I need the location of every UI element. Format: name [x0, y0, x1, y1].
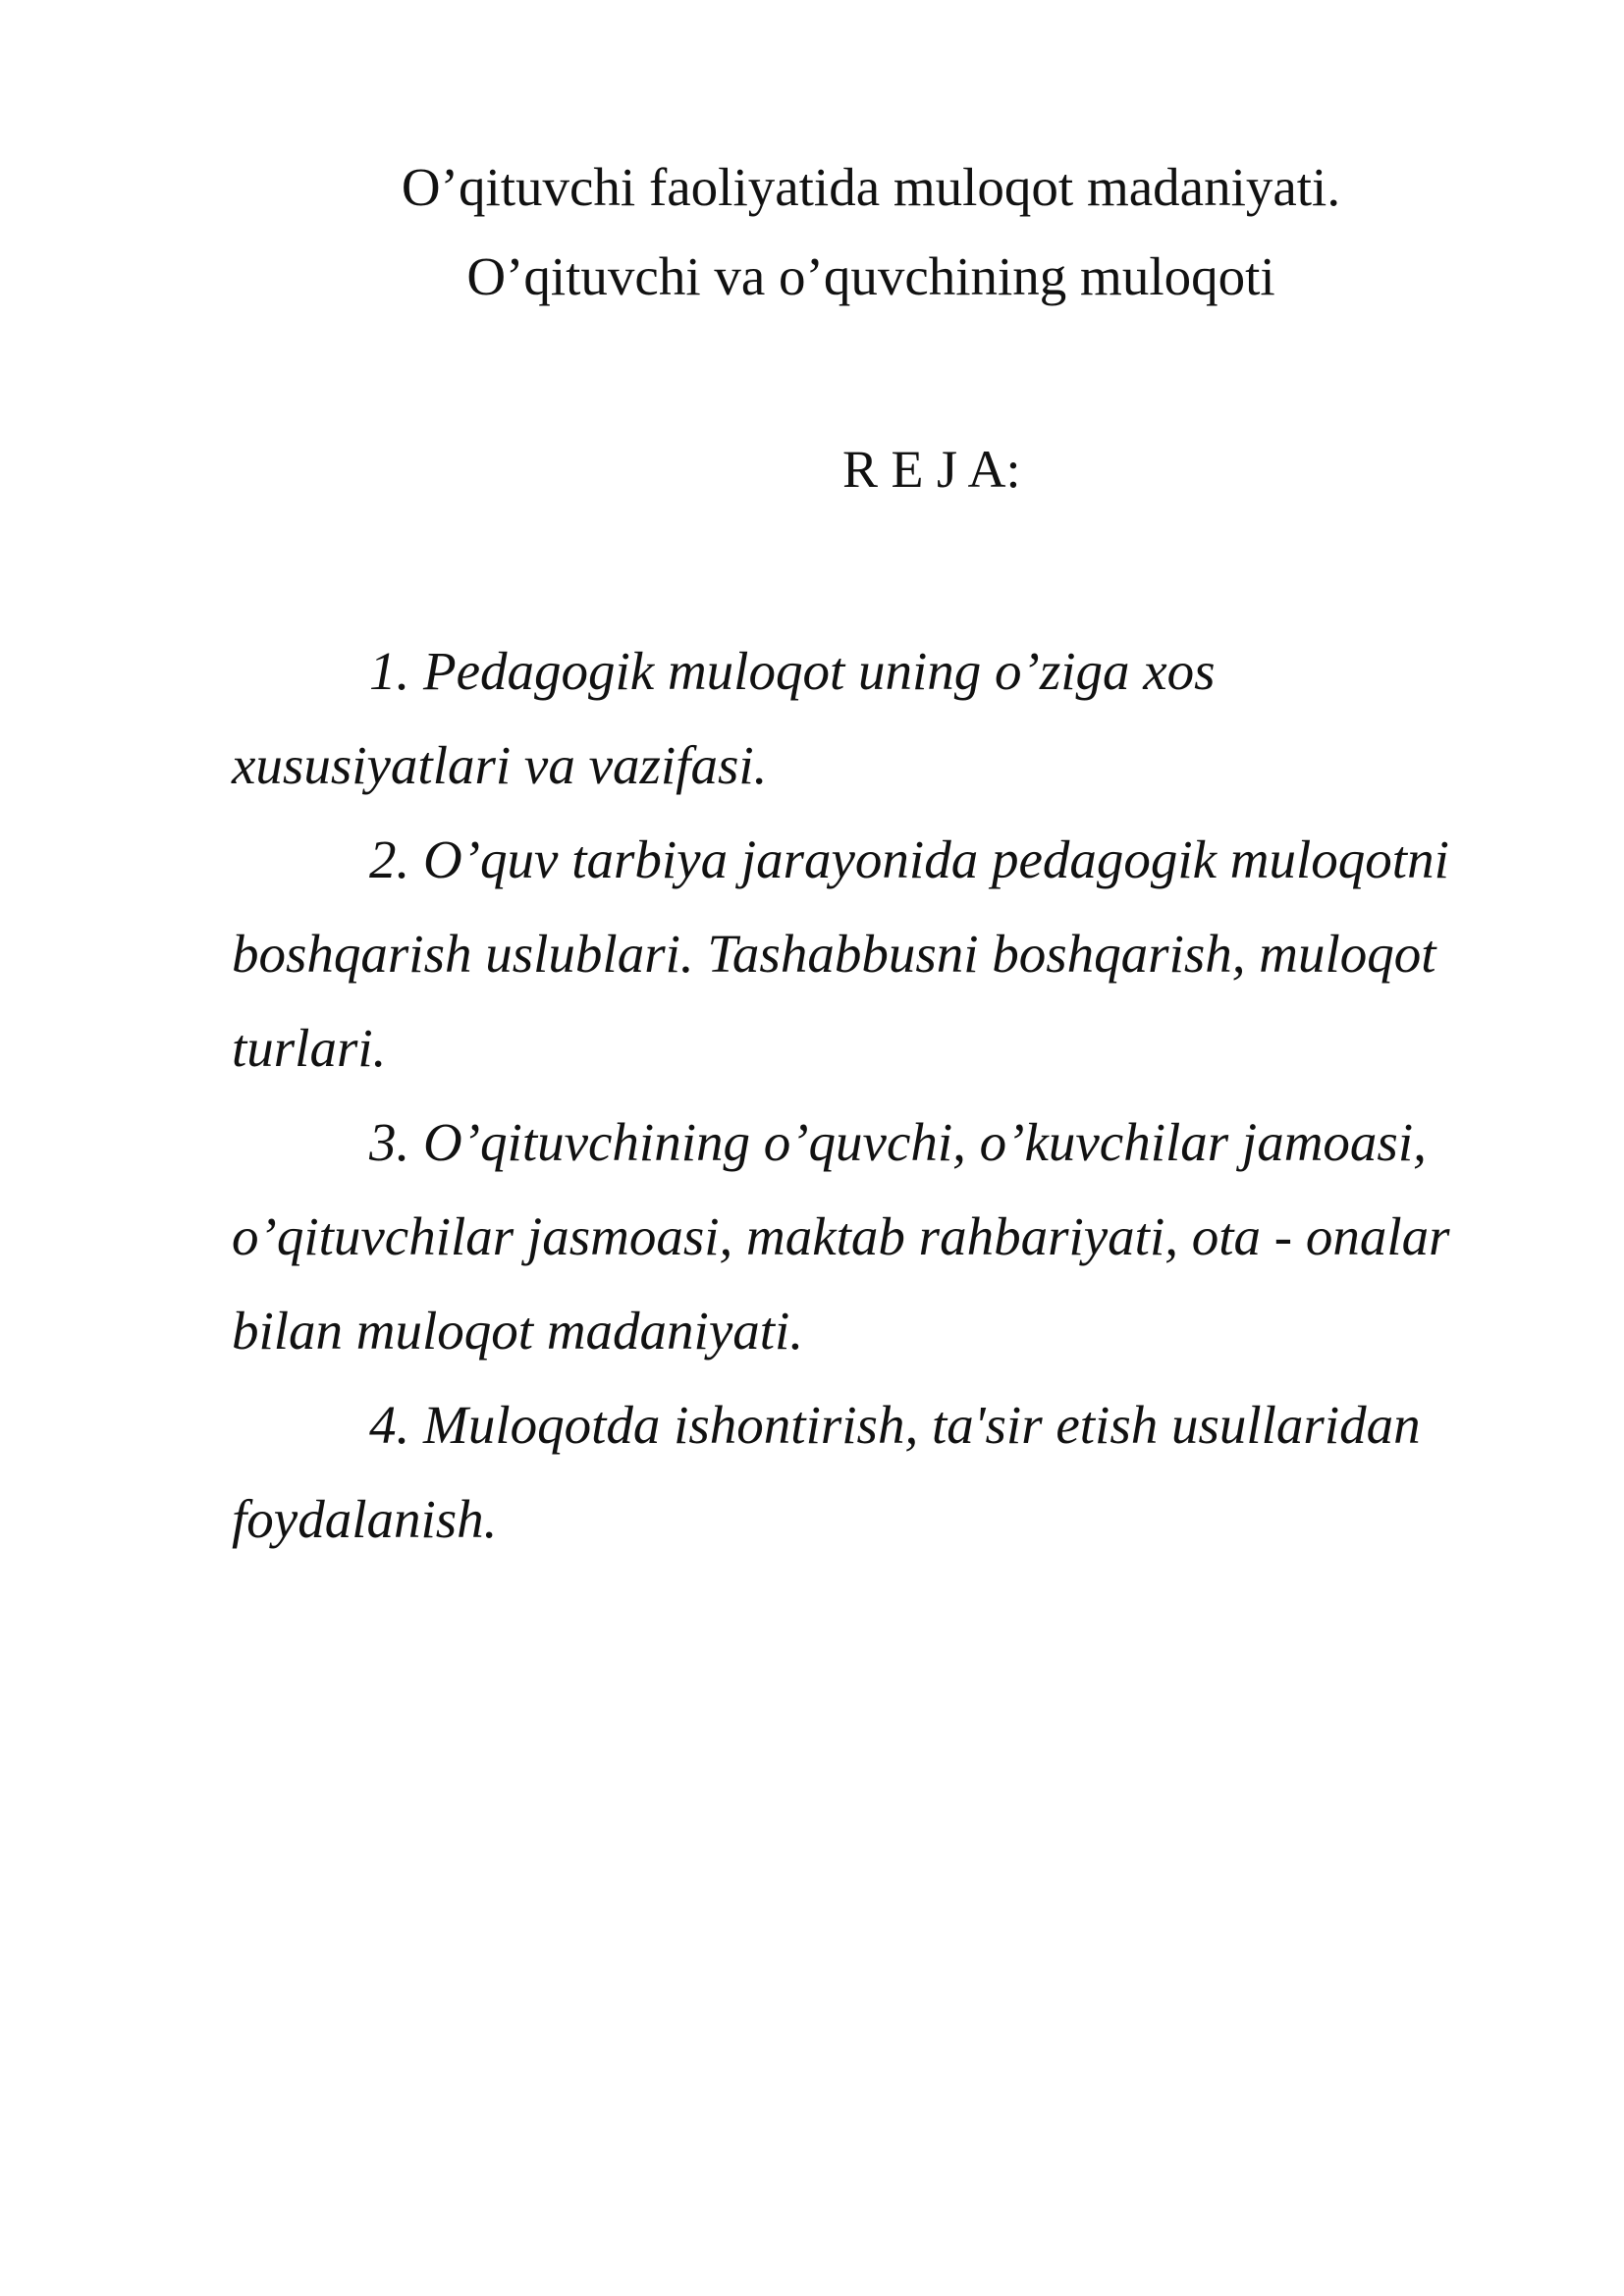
document-subtitle: O’qituvchi va o’quvchining muloqoti — [466, 246, 1275, 306]
plan-item: 1. Pedagogik muloqot uning o’ziga xos xususiyatlari va vazifasi. — [232, 641, 1216, 795]
plan-item: 4. Muloqotda ishontirish, ta'sir etish usullaridan foydalanish. — [232, 1395, 1421, 1549]
plan-item: 2. O’quv tarbiya jarayonida pedagogik muloqotni boshqarish uslublari. Tashabbusni boshqarish, muloqot turlari. — [232, 829, 1449, 1078]
plan-list — [232, 624, 1498, 1567]
plan-item: 3. O’qituvchining o’quvchi, o’kuvchilar jamoasi, o’qituvchilar jasmoasi, maktab rahbariyati, ota - onalar bilan muloqot madaniyati. — [232, 1112, 1450, 1361]
document-title: O’qituvchi faoliyatida muloqot madaniyati. — [401, 157, 1341, 217]
plan-heading: R E J A: — [842, 440, 1021, 499]
